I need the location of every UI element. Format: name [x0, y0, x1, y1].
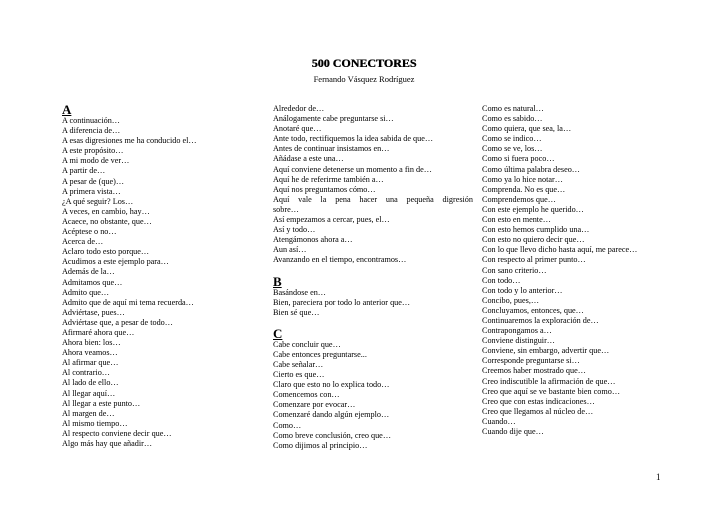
list-item: Como se indico…	[482, 134, 542, 144]
list-item: Como breve conclusión, creo que…	[273, 430, 392, 440]
column-3	[482, 104, 682, 437]
list-item: Aquí he de referirme también a…	[273, 174, 384, 184]
list-item: Adviértase, pues…	[62, 307, 125, 317]
list-item: Corresponde preguntarse si…	[482, 356, 580, 366]
list-item: Aun así…	[273, 245, 307, 255]
list-item: Además de la…	[62, 267, 115, 277]
list-item: Comenzare por evocar…	[273, 400, 356, 410]
list-item: Al afirmar que…	[62, 358, 119, 368]
list-item: Admito que…	[62, 287, 110, 297]
list-item: Alrededor de…	[273, 104, 325, 113]
list-item: Aquí nos preguntamos cómo…	[273, 184, 376, 194]
document-author: Fernando Vásquez Rodríguez	[313, 74, 415, 84]
list-item: A mi modo de ver…	[62, 156, 130, 166]
list-item: Acaece, no obstante, que…	[62, 216, 152, 226]
list-item: Conviene distinguir…	[482, 336, 555, 346]
list-item: Acerca de…	[62, 237, 104, 247]
list-item: Atengámonos ahora a…	[273, 235, 353, 245]
connector-list-b	[273, 288, 473, 318]
list-item: Como quiera, que sea, la…	[482, 124, 572, 134]
section-letter-b: B	[273, 273, 282, 289]
list-item: Así empezamos a cercar, pues, el…	[273, 215, 390, 225]
list-item: Ahora bien: los…	[62, 338, 121, 348]
list-item: sobre…	[273, 204, 299, 214]
list-item: Con esto no quiero decir que…	[482, 235, 585, 245]
list-item: Acudimos a este ejemplo para…	[62, 257, 169, 267]
list-item: Concibo, pues,…	[482, 295, 540, 305]
list-item: Con lo que llevo dicho hasta aquí, me parece…	[482, 245, 638, 255]
connector-list-a	[62, 116, 262, 449]
list-item: Creo indiscutible la afirmación de que…	[482, 376, 616, 386]
list-item: Al mismo tiempo…	[62, 418, 128, 428]
list-item: A continuación…	[62, 116, 120, 125]
list-item: Como ya lo hice notar…	[482, 174, 563, 184]
list-item: Concluyamos, entonces, que…	[482, 305, 584, 315]
list-item: Afirmaré ahora que…	[62, 327, 135, 337]
list-item: Comencemos con…	[273, 390, 340, 400]
list-item: Como dijimos al principio…	[273, 440, 368, 450]
list-item: Como es sabido…	[482, 114, 543, 124]
list-item: Admitamos que…	[62, 277, 123, 287]
list-item: Antes de continuar insistamos en…	[273, 144, 390, 154]
document-title: 500 CONECTORES	[311, 56, 417, 70]
list-item: A este propósito…	[62, 146, 124, 156]
list-item: Contrapongamos a…	[482, 326, 552, 336]
list-item: Comprenda. No es que…	[482, 184, 566, 194]
list-item: Claro que esto no lo explica todo…	[273, 380, 390, 390]
list-item: Bien, pareciera por todo lo anterior que…	[273, 297, 411, 307]
connector-list-a-continued	[273, 104, 473, 266]
list-item: Con este ejemplo he querido…	[482, 204, 584, 214]
page-number: 1	[656, 472, 661, 482]
column-1	[62, 104, 262, 449]
connector-list-c-continued	[482, 104, 682, 437]
list-item: Cuando…	[482, 416, 516, 426]
list-item: Al margen de…	[62, 408, 115, 418]
section-letter-a: A	[62, 102, 72, 117]
list-item: Al llegar aquí…	[62, 388, 116, 398]
list-item: Basándose en…	[273, 287, 326, 297]
section-letter-c: C	[273, 325, 283, 341]
list-item: Con respecto al primer punto…	[482, 255, 586, 265]
list-item: Avanzando en el tiempo, encontramos…	[273, 255, 407, 265]
list-item: Con todo y lo anterior…	[482, 285, 563, 295]
list-item: Como si fuera poco…	[482, 154, 555, 164]
list-item: Ahora veamos…	[62, 348, 118, 358]
list-item: A primera vista…	[62, 186, 121, 196]
list-item: Aquí vale la pena hacer una pequeña digresión	[273, 194, 473, 204]
list-item: Así y todo…	[273, 225, 316, 235]
list-item: Como…	[273, 420, 302, 430]
list-item: Con esto hemos cumplido una…	[482, 225, 590, 235]
list-item: Admito que de aquí mi tema recuerda…	[62, 297, 194, 307]
list-item: Creo que llegamos al núcleo de…	[482, 406, 594, 416]
list-item: Cabe señalar…	[273, 359, 324, 369]
list-item: Con sano criterio…	[482, 265, 547, 275]
list-item: Como se ve, los…	[482, 144, 543, 154]
connector-list-c	[273, 340, 473, 451]
list-item: Cuando dije que…	[482, 427, 544, 436]
list-item: Continuaremos la exploración de…	[482, 315, 599, 325]
list-item: A diferencia de…	[62, 126, 121, 136]
list-item: Como es natural…	[482, 104, 544, 113]
list-item: Acéptese o no…	[62, 227, 117, 237]
list-item: Adviértase que, a pesar de todo…	[62, 317, 173, 327]
list-item: Algo más hay que añadir…	[62, 439, 153, 448]
column-2	[273, 104, 473, 451]
list-item: Con todo…	[482, 275, 521, 285]
list-item: Aquí conviene detenerse un momento a fin de…	[273, 164, 432, 174]
list-item: Cabe entonces preguntarse...	[273, 349, 367, 359]
list-item: Comprendemos que…	[482, 194, 556, 204]
list-item: Al lado de ello…	[62, 378, 119, 388]
list-item: Bien sé que…	[273, 307, 320, 317]
list-item: Al contrario…	[62, 368, 110, 378]
list-item: Anotaré que…	[273, 124, 322, 134]
list-item: Creemos haber mostrado que…	[482, 366, 586, 376]
list-item: Creo que aquí se ve bastante bien como…	[482, 386, 621, 396]
list-item: Como última palabra deseo…	[482, 164, 580, 174]
list-item: Análogamente cabe preguntarse si…	[273, 114, 394, 124]
list-item: Ante todo, rectifiquemos la idea sabida de que…	[273, 134, 434, 144]
list-item: Aclaro todo esto porque…	[62, 247, 150, 257]
list-item: Añádase a este una…	[273, 154, 344, 164]
list-item: Con esto en mente…	[482, 215, 551, 225]
list-item: ¿A qué seguir? Los…	[62, 196, 134, 206]
list-item: A pesar de (que)…	[62, 176, 125, 186]
list-item: Creo que con estas indicaciones…	[482, 396, 595, 406]
list-item: A veces, en cambio, hay…	[62, 206, 150, 216]
list-item: A esas digresiones me ha conducido el…	[62, 136, 197, 146]
list-item: Cierto es que…	[273, 370, 325, 380]
list-item: Cabe concluir que…	[273, 339, 341, 349]
list-item: Al respecto conviene decir que…	[62, 428, 172, 438]
list-item: Conviene, sin embargo, advertir que…	[482, 346, 610, 356]
list-item: A partir de…	[62, 166, 106, 176]
list-item: Comenzaré dando algún ejemplo…	[273, 410, 390, 420]
list-item: Al llegar a este punto…	[62, 398, 141, 408]
